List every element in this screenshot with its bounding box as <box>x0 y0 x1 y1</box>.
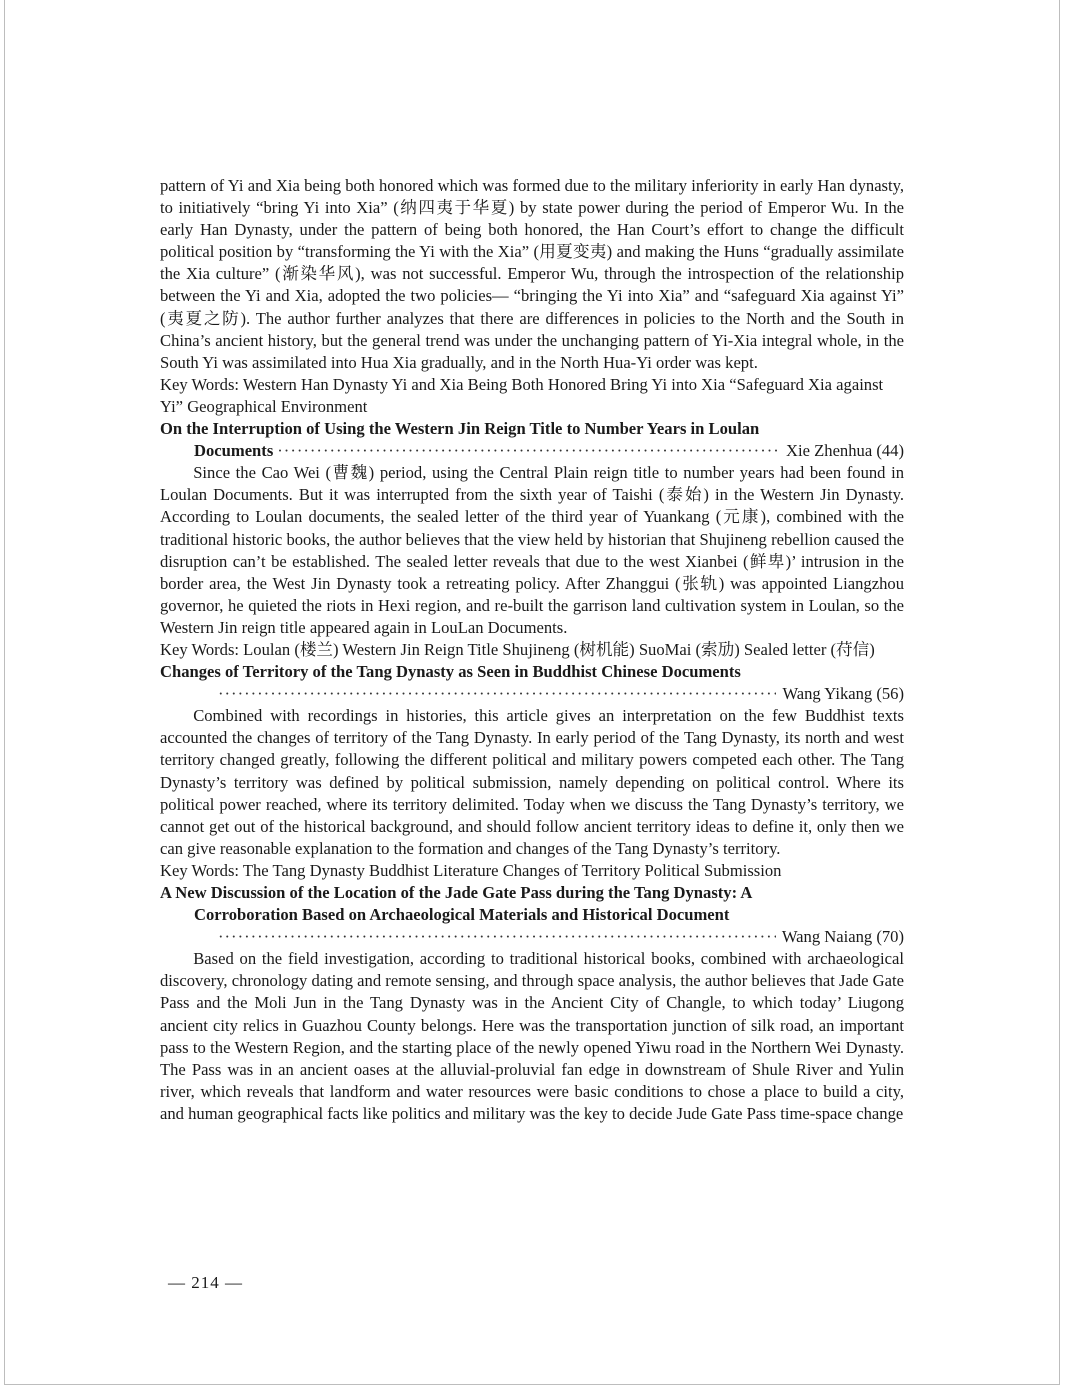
dot-leader <box>218 926 776 948</box>
keywords-line: Key Words: Loulan (楼兰) Western Jin Reign Title Shujineng (树机能) SuoMai (索劢) Sealed letter (苻信) <box>160 639 875 659</box>
dot-leader <box>218 683 776 705</box>
article-title <box>160 418 904 440</box>
article-abstract: Since the Cao Wei (曹魏) period, using the Central Plain reign title to number years had been found in Loulan Documents. But it was interrupted from the sixth year of Taishi (泰始) in the Western Jin Dynasty. According to Loulan documents, the sealed letter of the third year of Yuankang (元康), combined with the traditional historic books, the author believes that the view held by historian that Shujineng rebellion caused the disruption can’t be established. The sealed letter reveals that due to the west Xianbei (鲜卑)’ intrusion in the border area, the West Jin Dynasty took a retreating policy. After Zhanggui (张轨) was appointed Liangzhou governor, he quieted the riots in Hexi region, and re-built the garrison land cultivation system in Loulan, so the Western Jin reign title appeared again in LouLan Documents. <box>160 463 904 637</box>
page-number: — 214 — <box>168 1273 243 1292</box>
article-title-cont <box>160 904 904 926</box>
article-abstract: Combined with recordings in histories, this article gives an interpretation on the few Buddhist texts accounted the changes of territory of the Tang Dynasty. In early period of the Tang Dynasty, its north and west territory changed greatly, following the different political and military powers competed each other. The Tang Dynasty’s territory was defined by political submission, namely depending on political control. Where its political power reached, where its territory delimited. Today when we discuss the Tang Dynasty’s territory, we cannot get out of the historical background, and should follow ancient territory ideas to define it, only then we can give reasonable explanation to the formation and changes of the Tang Dynasty’s territory. <box>160 706 904 858</box>
article-title-ref <box>160 440 904 462</box>
keywords-line: Key Words: The Tang Dynasty Buddhist Literature Changes of Territory Political Submission <box>160 860 782 880</box>
continued-abstract: pattern of Yi and Xia being both honored which was formed due to the military inferiority in early Han dynasty, to initiatively “bring Yi into Xia” (纳四夷于华夏) by state power during the period of Emperor Wu. In the early Han Dynasty, under the pattern of being both honored, the Han Court’s effort to change the difficult political position by “transforming the Yi with the Xia” (用夏变夷) and making the Huns “gradually assimilate the Xia culture” (渐染华风), was not successful. Emperor Wu, through the introspection of the relationship between the Yi and Xia, adopted the two policies— “bringing the Yi into Xia” and “safeguard Xia against Yi” (夷夏之防). The author further analyzes that there are differences in policies to the North and the South in China’s ancient history, but the general trend was under the unchanging pattern of Yi-Xia integral whole, in the South Yi was assimilated into Hua Xia gradually, and in the North Hua-Yi order was kept. <box>160 176 904 372</box>
article-entry <box>160 418 904 661</box>
article-author: Xie Zhenhua (44) <box>786 441 904 461</box>
article-author: Wang Yikang (56) <box>782 684 904 704</box>
article-title <box>160 661 904 683</box>
article-title-line1: On the Interruption of Using the Western Jin Reign Title to Number Years in Loulan <box>160 419 760 439</box>
article-entry <box>160 661 904 882</box>
dot-leader <box>277 440 780 462</box>
article-title-line2: Documents <box>194 441 274 461</box>
article-title-ref <box>160 926 904 948</box>
article-title-line1: A New Discussion of the Location of the Jade Gate Pass during the Tang Dynasty: A <box>160 883 753 902</box>
article-abstract: Based on the field investigation, according to traditional historical books, combined with archaeological discovery, chronology dating and remote sensing, and through space analysis, the author believes that Jade Gate Pass and the Moli Jun in the Tang Dynasty was in the Ancient City of Changle, to which today’ Liugong ancient city relics in Guazhou County belongs. Here was the transportation junction of silk road, an important pass to the Western Region, and the starting place of the newly opened Yiwu road in the Northern Wei Dynasty. The Pass was in an ancient oases at the alluvial-proluvial fan edge in downstream of Shule River and Yulin river, which reveals that landform and water resources were basic conditions to chose a place to build a city, and human geographical facts like politics and military was the key to decide Jude Gate Pass time-space change <box>160 949 904 1123</box>
article-title-ref <box>160 683 904 705</box>
article-title <box>160 882 904 904</box>
article-entry <box>160 882 904 1125</box>
article-title-line1: Changes of Territory of the Tang Dynasty as Seen in Buddhist Chinese Documents <box>160 662 741 682</box>
article-title-line2: Corroboration Based on Archaeological Materials and Historical Document <box>194 905 730 925</box>
keywords-line: Key Words: Western Han Dynasty Yi and Xia Being Both Honored Bring Yi into Xia “Safeguard Xia against Yi” Geographical Environment <box>160 374 884 416</box>
article-author: Wang Naiang (70) <box>781 927 904 947</box>
page-content <box>160 175 904 1125</box>
